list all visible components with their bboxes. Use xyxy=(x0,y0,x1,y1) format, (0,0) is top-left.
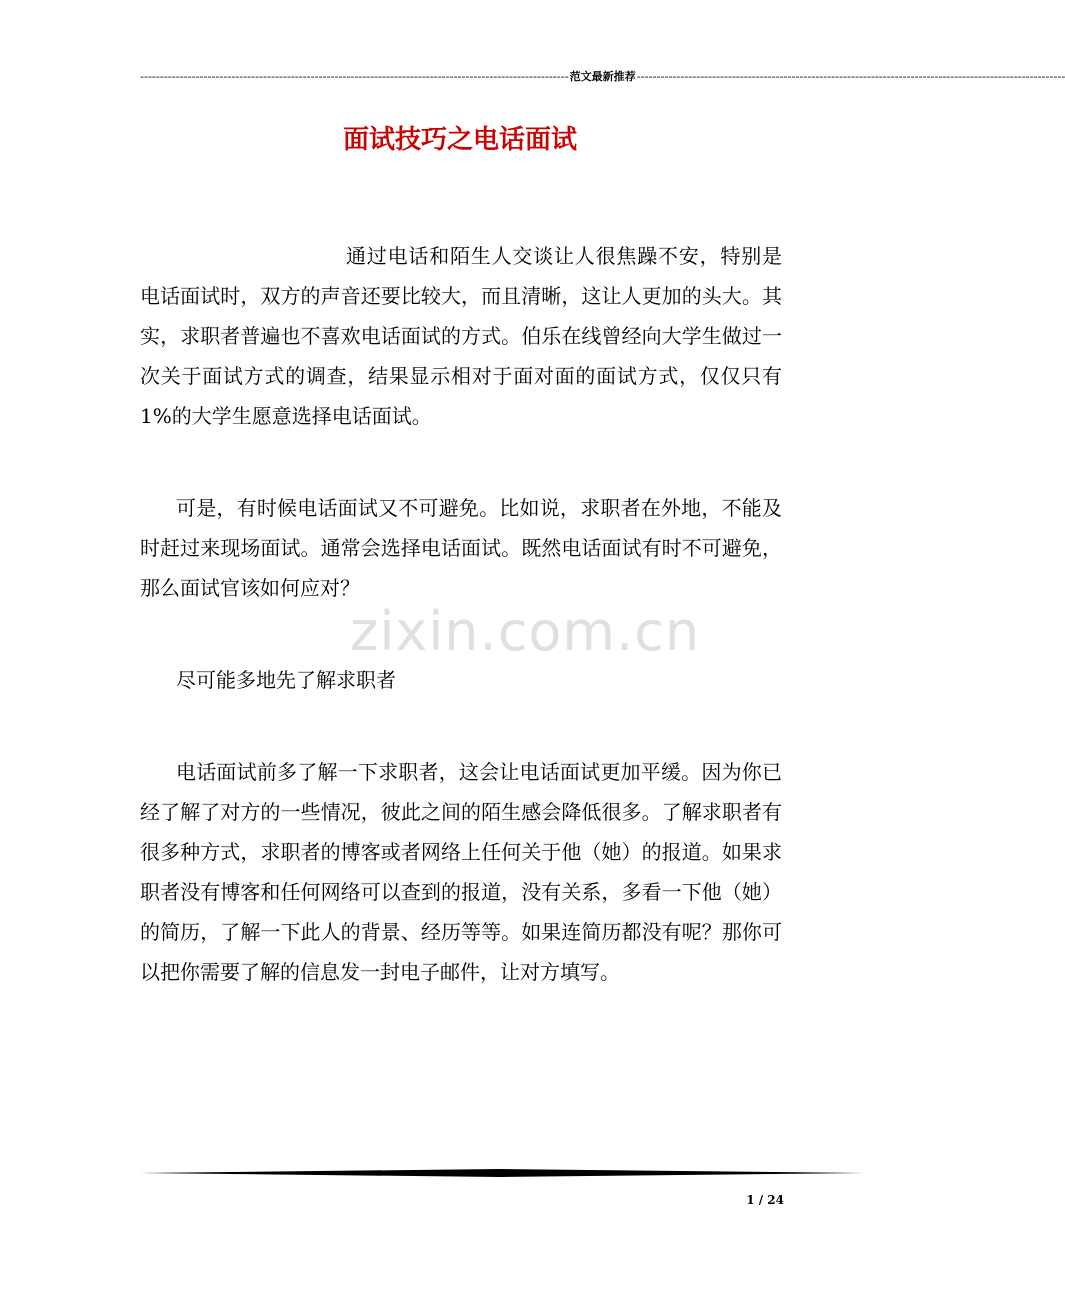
document-body xyxy=(140,236,782,992)
paragraph-research: 电话面试前多了解一下求职者，这会让电话面试更加平缓。因为你已经了解了对方的一些情况，彼此之间的陌生感会降低很多。了解求职者有很多种方式，求职者的博客或者网络上任何关于他（她）的报道。如果求职者没有博客和任何网络可以查到的报道，没有关系，多看一下他（她）的简历，了解一下此人的背景、经历等等。如果连简历都没有呢？那你可以把你需要了解的信息发一封电子邮件，让对方填写。 xyxy=(140,760,782,984)
paragraph-gap xyxy=(140,700,782,752)
header-dashes-right: ------------------------------------------------------------------------------------------------------------ xyxy=(636,70,1065,83)
watermark: zixin.com.cn xyxy=(350,600,701,663)
paragraph-unavoidable: 可是，有时候电话面试又不可避免。比如说，求职者在外地，不能及时赶过来现场面试。通常会选择电话面试。既然电话面试有时不可避免，那么面试官该如何应对？ xyxy=(140,496,782,600)
header-dashes-left: ------------------------------------------------------------------------------------------------------------ xyxy=(140,70,569,83)
paragraph-intro: 通过电话和陌生人交谈让人很焦躁不安，特别是电话面试时，双方的声音还要比较大，而且清晰，这让人更加的头大。其实，求职者普遍也不喜欢电话面试的方式。伯乐在线曾经向大学生做过一次关于面试方式的调查，结果显示相对于面对面的面试方式，仅仅只有1%的大学生愿意选择电话面试。 xyxy=(140,244,782,428)
header-label: 范文最新推荐 xyxy=(569,70,636,83)
paragraph-gap xyxy=(140,436,782,488)
section-heading: 尽可能多地先了解求职者 xyxy=(176,668,396,692)
page-number: 1 / 24 xyxy=(746,1193,784,1207)
paragraph-gap xyxy=(140,608,782,660)
footer-rule xyxy=(140,1168,864,1178)
page-header xyxy=(140,70,1065,84)
document-title: 面试技巧之电话面试 xyxy=(342,125,577,155)
